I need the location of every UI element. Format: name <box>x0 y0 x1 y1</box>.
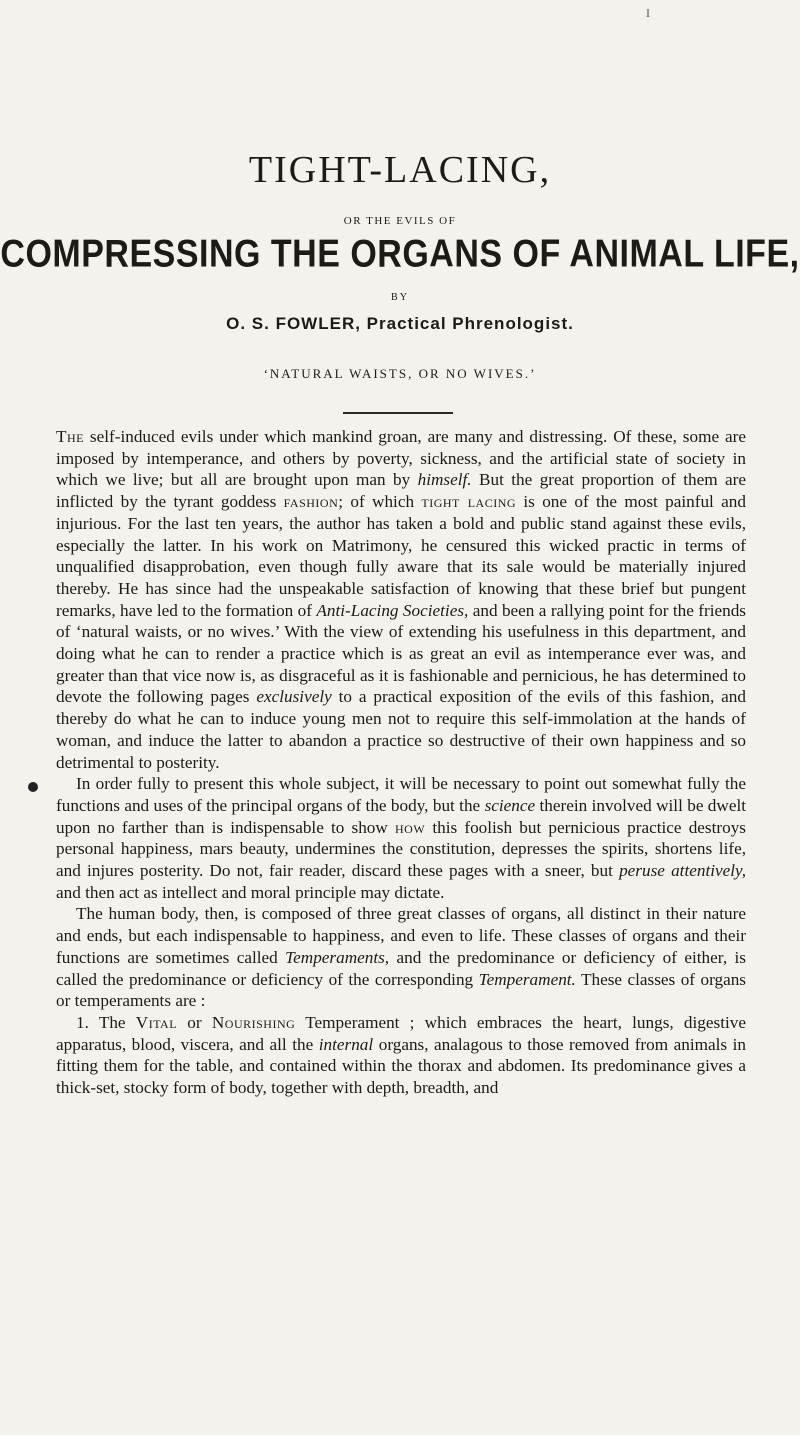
main-title: COMPRESSING THE ORGANS OF ANIMAL LIFE, <box>0 232 800 276</box>
text-run: therein involved will be dwelt upon no farther than is indispensable to show <box>56 795 746 837</box>
text-run: Temperament ; which embraces the heart, lungs, digestive apparatus, blood, viscera, and all the <box>56 1012 746 1054</box>
text-run: 1. The <box>76 1012 136 1032</box>
text-run: himself. <box>417 470 472 490</box>
text-run: ; of which <box>338 492 422 512</box>
text-run: this foolish but pernicious practice destroys personal happiness, mars beauty, undermines the constitution, depresses the spirits, shortens life, and injures posterity. Do not, fair reader, discard these pages with a sneer, but <box>56 817 746 881</box>
text-run: internal <box>318 1034 374 1054</box>
text-run: peruse attentively, <box>619 861 746 881</box>
text-run: Anti-Lacing Societies, <box>316 600 469 620</box>
text-run: Nourishing <box>211 1012 296 1032</box>
paragraph-intro <box>56 426 746 773</box>
text-run: But the great proportion of them are inflicted by the tyrant goddess <box>56 470 747 512</box>
subtitle-connector: OR THE EVILS OF <box>343 215 457 227</box>
body-text <box>56 426 746 1099</box>
text-run: is one of the most painful and injurious. For the last ten years, the author has taken a bold and public stand against these evils, especially the latter. In his work on Matrimony, he censured this wicked practic in terms of unqualified disapprobation, even though fully aware that its sale would be materially injured thereby. He has since had the unspeakable satisfaction of knowing that these brief but pungent remarks, have led to the formation of <box>56 492 746 620</box>
text-run: or <box>177 1012 212 1032</box>
text-run: and the predominance or deficiency of either, is called the predominance or deficiency of the corresponding <box>56 947 746 989</box>
divider-rule <box>343 412 453 414</box>
text-run: Temperaments, <box>285 947 390 967</box>
motto: ‘NATURAL WAISTS, OR NO WIVES.’ <box>263 366 537 381</box>
text-run: Temperament. <box>478 969 576 989</box>
paragraph-temperaments <box>56 903 746 1012</box>
author-line: O. S. FOWLER, Practical Phrenologist. <box>226 314 574 333</box>
page-title: TIGHT-LACING, <box>248 149 552 191</box>
text-run: how <box>395 817 426 837</box>
text-run: and been a rallying point for the friends of ‘natural waists, or no wives.’ With the view of extending his usefulness in this department, and doing what he can to render a practice which is as great an evil as intemperance ever was, and greater than that vice now is, as disgraceful as it is fashionable and pernicious, he has determined to devote the following pages <box>56 600 747 707</box>
text-run: Vital <box>135 1012 178 1032</box>
by-line: BY <box>391 292 409 303</box>
text-run: The <box>56 427 84 446</box>
text-run: These classes of organs or temperaments are : <box>56 969 746 1011</box>
text-run: self-induced evils under which mankind groan, are many and distressing. Of these, some are imposed by intemperance, and others by poverty, sickness, and the artificial state of society in which we live; but all are brought upon man by <box>56 427 746 490</box>
text-run: The human body, then, is composed of three great classes of organs, all distinct in their nature and ends, but each indispensable to happiness, and even to life. These classes of organs and their functions are sometimes called <box>56 904 746 967</box>
text-run: organs, analagous to those removed from animals in fitting them for the table, and contained within the thorax and abdomen. Its predominance gives a thick-set, stocky form of body, together with depth, breadth, and <box>56 1034 746 1098</box>
text-run: tight lacing <box>421 492 517 512</box>
text-run: exclusively <box>256 687 332 707</box>
text-run: fashion <box>283 492 339 512</box>
text-run: science <box>484 795 536 815</box>
text-run: In order fully to present this whole subject, it will be necessary to point out somewhat fully the functions and uses of the principal organs of the body, but the <box>56 774 746 815</box>
margin-ink-dot <box>28 782 38 792</box>
paragraph-vital-temperament <box>56 1012 746 1099</box>
corner-mark: I <box>646 6 650 20</box>
paragraph-purpose <box>56 773 746 903</box>
text-run: and then act as intellect and moral principle may dictate. <box>56 882 445 902</box>
text-run: to a practical exposition of the evils of this fashion, and thereby do what he can to induce young men not to require this self-immolation at the hands of woman, and induce the latter to abandon a practice so destructive of their own happiness and so detrimental to posterity. <box>56 687 746 772</box>
